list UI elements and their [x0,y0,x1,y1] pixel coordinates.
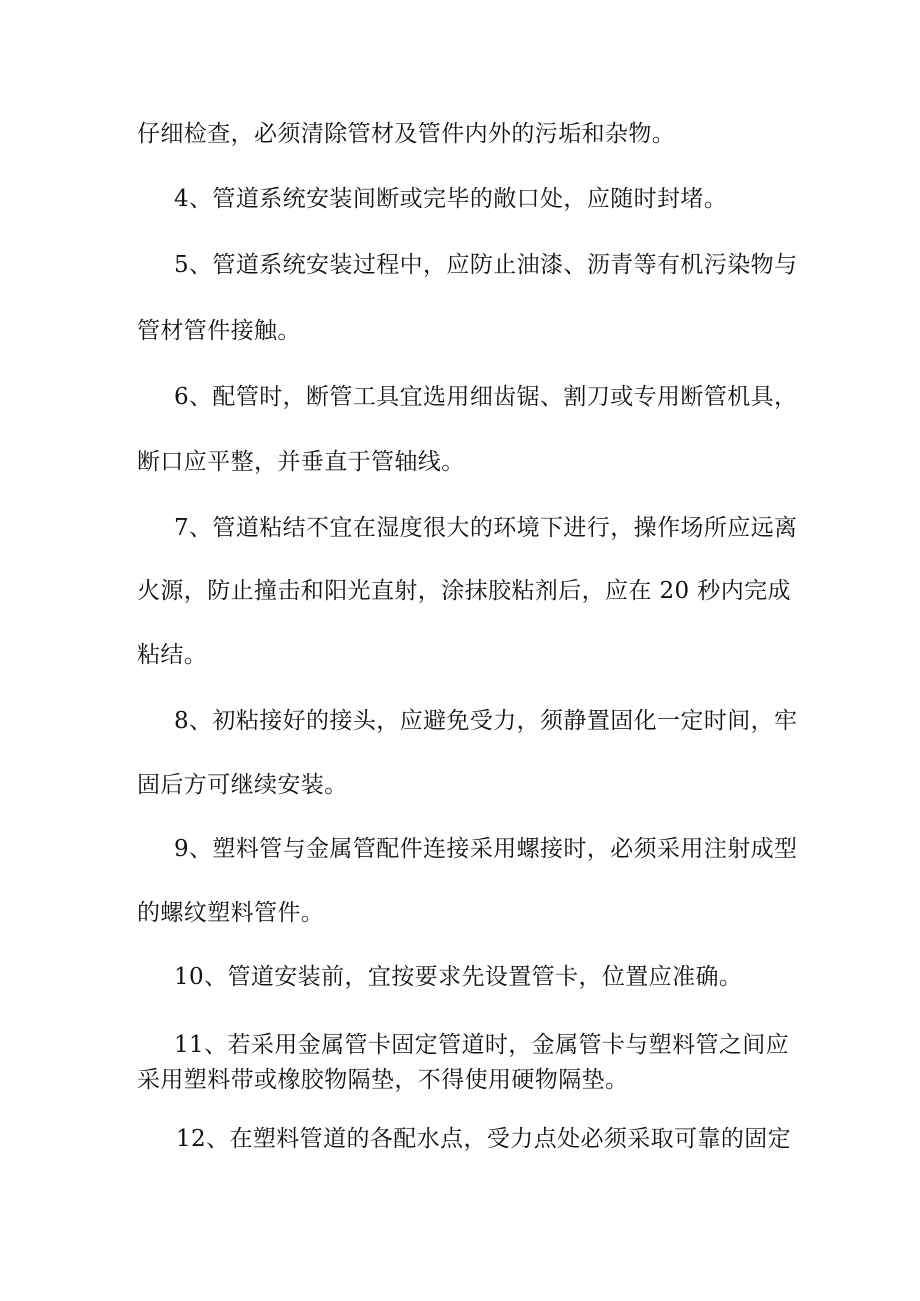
text-line: 5、管道系统安装过程中，应防止油漆、沥青等有机污染物与 [174,252,798,278]
text-line: 火源，防止撞击和阳光直射，涂抹胶粘剂后，应在 20 秒内完成 [137,578,791,604]
text-line: 6、配管时，断管工具宜选用细齿锯、割刀或专用断管机具， [174,384,798,410]
text-line: 粘结。 [137,642,208,668]
text-line: 的螺纹塑料管件。 [137,900,325,926]
text-line: 仔细检查，必须清除管材及管件内外的污垢和杂物。 [137,121,676,147]
text-line: 7、管道粘结不宜在湿度很大的环境下进行，操作场所应远离 [174,515,798,541]
text-line: 断口应平整，并垂直于管轴线。 [137,449,465,475]
text-line: 固后方可继续安装。 [137,772,348,798]
text-line: 管材管件接触。 [137,318,301,344]
text-line: 8、初粘接好的接头，应避免受力，须静置固化一定时间，牢 [174,708,798,734]
text-line: 9、塑料管与金属管配件连接采用螺接时，必须采用注射成型 [174,836,798,862]
text-line: 4、管道系统安装间断或完毕的敞口处，应随时封堵。 [174,186,728,212]
text-line: 10、管道安装前，宜按要求先设置管卡，位置应准确。 [174,964,743,990]
text-line: 11、若采用金属管卡固定管道时，金属管卡与塑料管之间应 [174,1032,790,1058]
text-line: 12、在塑料管道的各配水点，受力点处必须采取可靠的固定 [176,1126,792,1152]
text-line: 采用塑料带或橡胶物隔垫，不得使用硬物隔垫。 [137,1067,629,1093]
